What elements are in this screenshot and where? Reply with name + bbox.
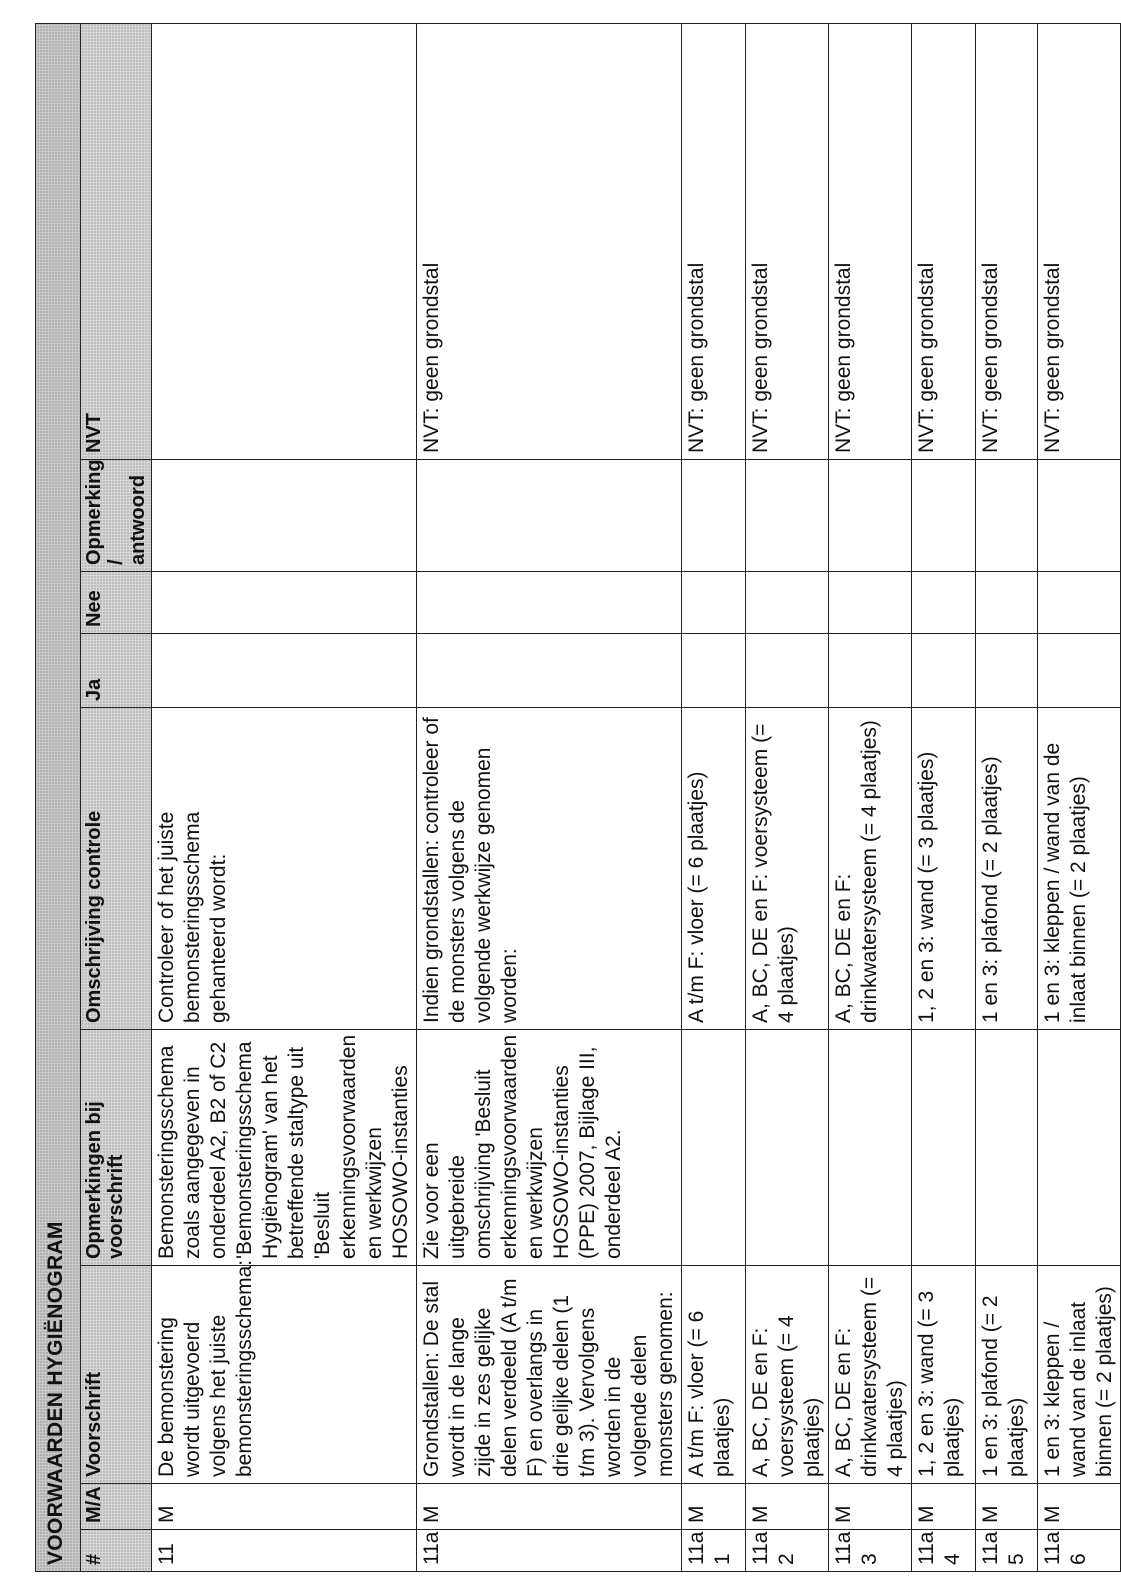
cell-num: 11a 1 [682, 1530, 746, 1572]
cell-num: 11a 4 [912, 1530, 976, 1572]
cell-opmerking[interactable] [829, 460, 912, 572]
cell-ja[interactable] [1038, 634, 1121, 708]
cell-nee[interactable] [829, 572, 912, 634]
title-row [36, 23, 81, 1571]
header-omschrijving: Omschrijving controle [81, 708, 152, 1030]
cell-nee[interactable] [682, 572, 746, 634]
cell-ma: M [1038, 1484, 1121, 1530]
cell-omschrijving: 1 en 3: kleppen / wand van de inlaat binnen (= 2 plaatjes) [1038, 708, 1121, 1030]
cell-opmerking[interactable] [682, 460, 746, 572]
header-nvt: NVT [81, 23, 152, 459]
cell-opmerking[interactable] [746, 460, 829, 572]
cell-num: 11a 6 [1038, 1530, 1121, 1572]
cell-opmerkingen: Zie voor een uitgebreide omschrijving 'Besluit erkenningsvoorwaarden en werkwijzen HOSOWO-instanties (PPE) 2007, Bijlage III, onderdeel A2. [417, 1030, 682, 1266]
cell-omschrijving: A, BC, DE en F: drinkwatersysteem (= 4 plaatjes) [829, 708, 912, 1030]
cell-nee[interactable] [152, 572, 417, 634]
cell-num: 11 [152, 1530, 417, 1572]
cell-opmerkingen [746, 1030, 829, 1266]
cell-nee[interactable] [1038, 572, 1121, 634]
cell-opmerkingen: Bemonsteringsschema zoals aangegeven in onderdeel A2, B2 of C2 'Bemonsteringsschema Hygiënogram' van het betreffende staltype uit 'Besluit erkenningsvoorwaarden en werkwijzen HOSOWO-instanties [152, 1030, 417, 1266]
cell-nvt[interactable]: NVT: geen grondstal [912, 23, 976, 459]
cell-voorschrift: De bemonstering wordt uitgevoerd volgens het juiste bemonsteringsschema: [152, 1266, 417, 1484]
cell-opmerkingen [829, 1030, 912, 1266]
cell-nee[interactable] [912, 572, 976, 634]
cell-omschrijving: 1, 2 en 3: wand (= 3 plaatjes) [912, 708, 976, 1030]
header-opmerking: Opmerking / antwoord [81, 460, 152, 572]
cell-voorschrift: A, BC, DE en F: voersysteem (= 4 plaatjes) [746, 1266, 829, 1484]
cell-opmerkingen [976, 1030, 1038, 1266]
cell-ma: M [829, 1484, 912, 1530]
cell-nvt[interactable]: NVT: geen grondstal [829, 23, 912, 459]
cell-voorschrift: 1, 2 en 3: wand (= 3 plaatjes) [912, 1266, 976, 1484]
cell-voorschrift: 1 en 3: kleppen / wand van de inlaat binnen (= 2 plaatjes) [1038, 1266, 1121, 1484]
cell-opmerkingen [682, 1030, 746, 1266]
header-nee: Nee [81, 572, 152, 634]
cell-ma: M [152, 1484, 417, 1530]
cell-ja[interactable] [976, 634, 1038, 708]
cell-nvt[interactable] [152, 23, 417, 459]
table-title: VOORWAARDEN HYGIËNOGRAM [36, 23, 81, 1571]
cell-ma: M [417, 1484, 682, 1530]
cell-voorschrift: 1 en 3: plafond (= 2 plaatjes) [976, 1266, 1038, 1484]
rotated-table-wrapper [35, 24, 1116, 1572]
table-row [1038, 23, 1121, 1571]
cell-opmerkingen [1038, 1030, 1121, 1266]
cell-opmerking[interactable] [152, 460, 417, 572]
cell-omschrijving: 1 en 3: plafond (= 2 plaatjes) [976, 708, 1038, 1030]
cell-num: 11a 2 [746, 1530, 829, 1572]
cell-ma: M [912, 1484, 976, 1530]
cell-opmerking[interactable] [417, 460, 682, 572]
cell-num: 11a 3 [829, 1530, 912, 1572]
header-voorschrift: Voorschrift [81, 1266, 152, 1484]
hygienogram-table [35, 23, 1121, 1572]
cell-num: 11a [417, 1530, 682, 1572]
table-row [829, 23, 912, 1571]
table-row [746, 23, 829, 1571]
cell-nvt[interactable]: NVT: geen grondstal [417, 23, 682, 459]
table-row [682, 23, 746, 1571]
table-row [417, 23, 682, 1571]
cell-voorschrift: Grondstallen: De stal wordt in de lange zijde in zes gelijke delen verdeeld (A t/m F) en overlangs in drie gelijke delen (1 t/m 3). Vervolgens worden in de volgende delen monsters genomen: [417, 1266, 682, 1484]
cell-ja[interactable] [682, 634, 746, 708]
cell-ja[interactable] [912, 634, 976, 708]
cell-ja[interactable] [152, 634, 417, 708]
cell-nee[interactable] [976, 572, 1038, 634]
cell-nvt[interactable]: NVT: geen grondstal [746, 23, 829, 459]
cell-ma: M [682, 1484, 746, 1530]
cell-opmerking[interactable] [1038, 460, 1121, 572]
cell-omschrijving: A, BC, DE en F: voersysteem (= 4 plaatjes) [746, 708, 829, 1030]
cell-nee[interactable] [746, 572, 829, 634]
cell-voorschrift: A t/m F: vloer (= 6 plaatjes) [682, 1266, 746, 1484]
header-num: # [81, 1530, 152, 1572]
cell-nvt[interactable]: NVT: geen grondstal [682, 23, 746, 459]
cell-omschrijving: A t/m F: vloer (= 6 plaatjes) [682, 708, 746, 1030]
cell-omschrijving: Controleer of het juiste bemonsteringsschema gehanteerd wordt: [152, 708, 417, 1030]
cell-nvt[interactable]: NVT: geen grondstal [1038, 23, 1121, 459]
cell-ja[interactable] [829, 634, 912, 708]
cell-ma: M [976, 1484, 1038, 1530]
cell-nvt[interactable]: NVT: geen grondstal [976, 23, 1038, 459]
table-row [152, 23, 417, 1571]
table-row [912, 23, 976, 1571]
cell-num: 11a 5 [976, 1530, 1038, 1572]
cell-ma: M [746, 1484, 829, 1530]
cell-nee[interactable] [417, 572, 682, 634]
table-row [976, 23, 1038, 1571]
cell-ja[interactable] [417, 634, 682, 708]
header-ja: Ja [81, 634, 152, 708]
cell-voorschrift: A, BC, DE en F: drinkwatersysteem (= 4 plaatjes) [829, 1266, 912, 1484]
cell-omschrijving: Indien grondstallen: controleer of de monsters volgens de volgende werkwijze genomen worden: [417, 708, 682, 1030]
cell-opmerkingen [912, 1030, 976, 1266]
cell-opmerking[interactable] [912, 460, 976, 572]
header-row [81, 23, 152, 1571]
cell-ja[interactable] [746, 634, 829, 708]
cell-opmerking[interactable] [976, 460, 1038, 572]
header-opmerkingen: Opmerkingen bij voorschrift [81, 1030, 152, 1266]
header-ma: M/A [81, 1484, 152, 1530]
